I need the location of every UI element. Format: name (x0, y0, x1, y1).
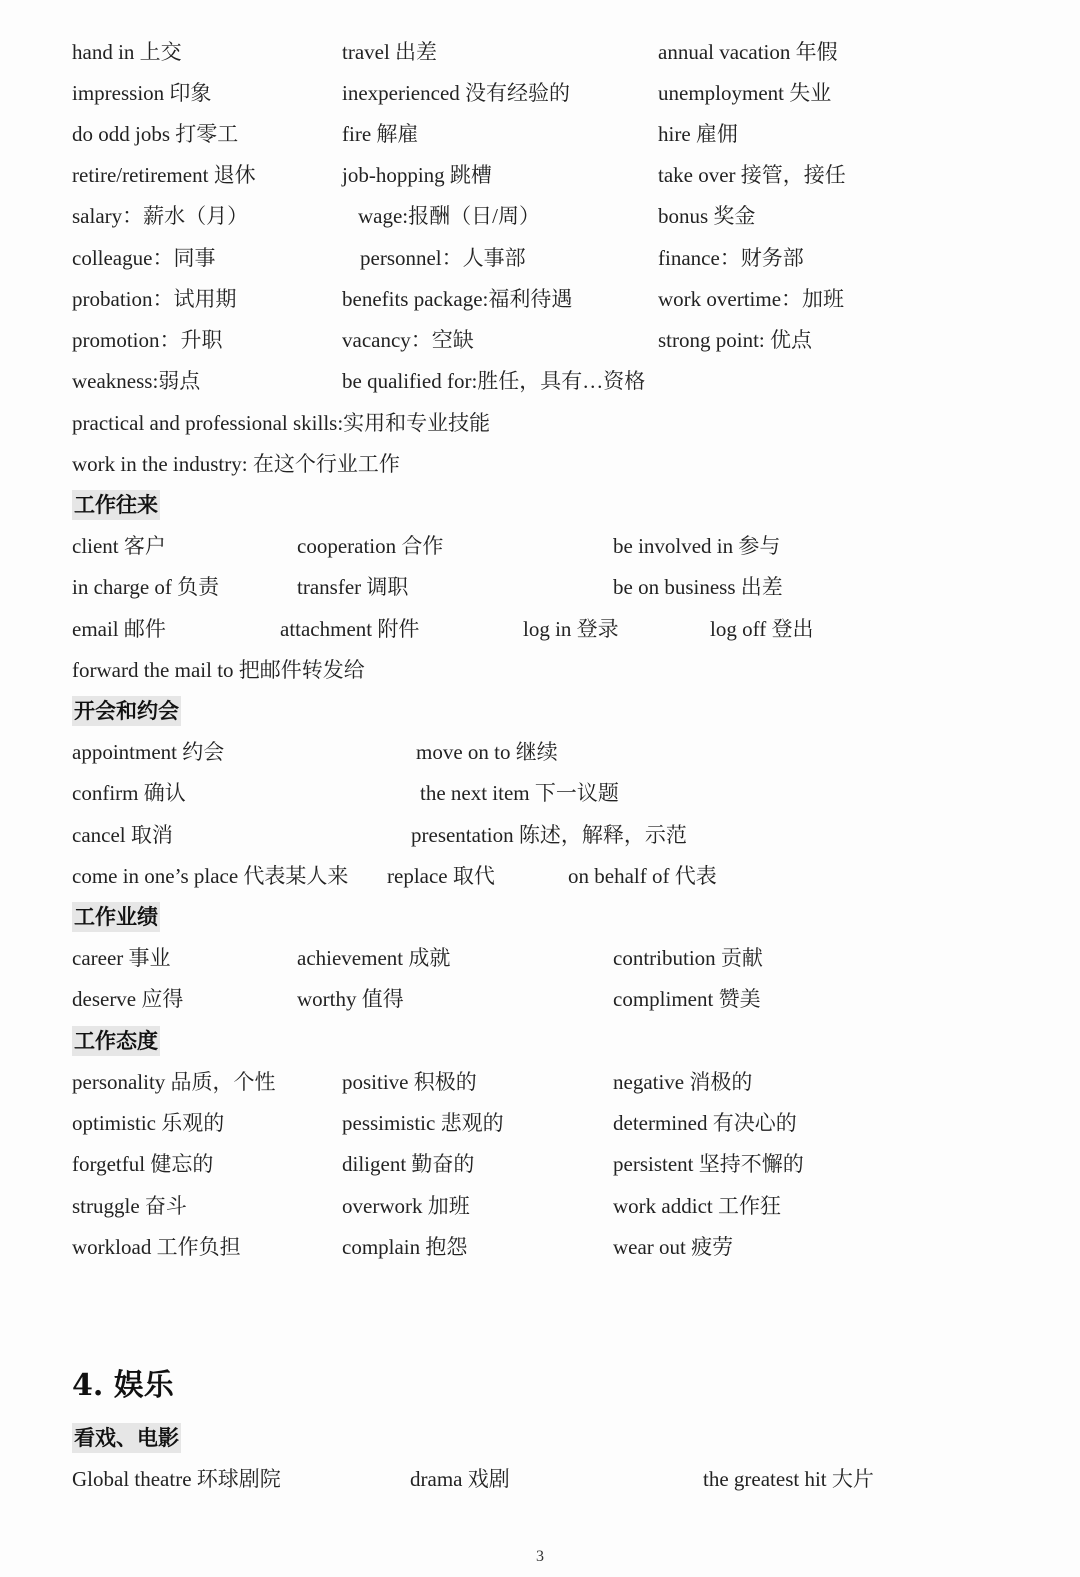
vocab-entry: impression 印象 (72, 81, 212, 105)
vocab-entry: take over 接管，接任 (658, 163, 846, 187)
vocab-entry: determined 有决心的 (613, 1111, 797, 1135)
page-number: 3 (536, 1548, 544, 1565)
vocab-entry: be on business 出差 (613, 575, 783, 599)
vocab-entry: annual vacation 年假 (658, 40, 838, 64)
vocab-entry: complain 抱怨 (342, 1235, 468, 1259)
section-title: 4. 娱乐 (72, 1368, 174, 1403)
vocab-entry: come in one’s place 代表某人来 (72, 864, 349, 888)
vocab-row (0, 281, 1080, 317)
vocab-entry: work addict 工作狂 (613, 1194, 781, 1218)
vocab-row (0, 405, 1080, 441)
vocab-entry: log off 登出 (710, 617, 814, 641)
vocab-entry: drama 戏剧 (410, 1467, 510, 1491)
vocab-entry: bonus 奖金 (658, 204, 756, 228)
vocab-entry: client 客户 (72, 534, 166, 558)
vocab-entry: job-hopping 跳槽 (342, 163, 492, 187)
vocab-row (0, 116, 1080, 152)
vocab-entry: wage:报酬（日/周） (358, 204, 540, 228)
vocab-entry: confirm 确认 (72, 781, 186, 805)
vocab-entry: practical and professional skills:实用和专业技能 (72, 411, 491, 435)
vocab-row (0, 569, 1080, 605)
vocab-row (0, 528, 1080, 564)
vocab-entry: positive 积极的 (342, 1070, 477, 1094)
vocab-entry: salary：薪水（月） (72, 204, 249, 228)
vocab-row (0, 611, 1080, 647)
vocab-entry: unemployment 失业 (658, 81, 832, 105)
vocab-entry: inexperienced 没有经验的 (342, 81, 571, 105)
vocab-row (0, 198, 1080, 234)
vocab-entry: optimistic 乐观的 (72, 1111, 225, 1135)
vocab-entry: finance：财务部 (658, 246, 804, 270)
vocab-entry: work overtime：加班 (658, 287, 845, 311)
vocab-row (0, 775, 1080, 811)
vocab-entry: on behalf of 代表 (568, 864, 717, 888)
vocab-entry: personnel：人事部 (360, 246, 526, 270)
vocab-entry: probation：试用期 (72, 287, 237, 311)
vocab-entry: achievement 成就 (297, 946, 451, 970)
vocab-entry: log in 登录 (523, 617, 619, 641)
vocab-entry: deserve 应得 (72, 987, 184, 1011)
section-heading: 工作态度 (72, 1026, 160, 1056)
vocab-entry: be qualified for:胜任，具有…资格 (342, 369, 646, 393)
vocab-row (0, 75, 1080, 111)
vocab-entry: do odd jobs 打零工 (72, 122, 239, 146)
vocab-row (0, 1229, 1080, 1265)
vocab-row (0, 240, 1080, 276)
vocab-entry: replace 取代 (387, 864, 495, 888)
vocab-row (0, 363, 1080, 399)
vocab-entry: weakness:弱点 (72, 369, 201, 393)
section-heading: 工作业绩 (72, 902, 160, 932)
vocab-entry: persistent 坚持不懈的 (613, 1152, 804, 1176)
vocab-row (0, 322, 1080, 358)
vocab-entry: work in the industry: 在这个行业工作 (72, 452, 400, 476)
vocab-entry: struggle 奋斗 (72, 1194, 187, 1218)
vocab-entry: be involved in 参与 (613, 534, 781, 558)
vocab-entry: move on to 继续 (416, 740, 558, 764)
vocab-entry: pessimistic 悲观的 (342, 1111, 504, 1135)
vocab-entry: appointment 约会 (72, 740, 225, 764)
vocab-row (0, 817, 1080, 853)
vocab-row (0, 1105, 1080, 1141)
vocab-entry: fire 解雇 (342, 122, 419, 146)
section-heading: 开会和约会 (72, 696, 181, 726)
vocab-entry: transfer 调职 (297, 575, 409, 599)
vocab-row (0, 1188, 1080, 1224)
vocab-entry: retire/retirement 退休 (72, 163, 256, 187)
vocab-entry: promotion：升职 (72, 328, 223, 352)
vocab-entry: hire 雇佣 (658, 122, 738, 146)
vocab-entry: cooperation 合作 (297, 534, 444, 558)
vocab-row (0, 652, 1080, 688)
vocab-row (0, 734, 1080, 770)
vocab-entry: Global theatre 环球剧院 (72, 1467, 281, 1491)
section-heading: 工作往来 (72, 490, 160, 520)
vocab-entry: career 事业 (72, 946, 171, 970)
vocab-row (0, 940, 1080, 976)
vocab-entry: diligent 勤奋的 (342, 1152, 475, 1176)
vocab-entry: vacancy：空缺 (342, 328, 474, 352)
vocab-entry: forgetful 健忘的 (72, 1152, 214, 1176)
vocab-entry: overwork 加班 (342, 1194, 470, 1218)
vocab-entry: forward the mail to 把邮件转发给 (72, 658, 365, 682)
vocab-entry: email 邮件 (72, 617, 166, 641)
vocab-entry: presentation 陈述，解释，示范 (411, 823, 687, 847)
vocab-row (0, 157, 1080, 193)
section-heading: 看戏、电影 (72, 1423, 181, 1453)
vocab-entry: attachment 附件 (280, 617, 420, 641)
vocab-entry: compliment 赞美 (613, 987, 761, 1011)
vocab-entry: contribution 贡献 (613, 946, 763, 970)
vocab-entry: wear out 疲劳 (613, 1235, 734, 1259)
vocab-entry: colleague：同事 (72, 246, 216, 270)
vocab-row (0, 1461, 1080, 1497)
vocab-entry: cancel 取消 (72, 823, 173, 847)
vocab-row (0, 34, 1080, 70)
vocab-entry: hand in 上交 (72, 40, 182, 64)
vocab-entry: in charge of 负责 (72, 575, 220, 599)
vocab-entry: the greatest hit 大片 (703, 1467, 874, 1491)
vocab-row (0, 1146, 1080, 1182)
vocab-entry: negative 消极的 (613, 1070, 753, 1094)
vocab-row (0, 981, 1080, 1017)
vocab-row (0, 446, 1080, 482)
vocab-entry: strong point: 优点 (658, 328, 813, 352)
vocab-entry: worthy 值得 (297, 987, 404, 1011)
vocab-row (0, 858, 1080, 894)
vocab-row (0, 1064, 1080, 1100)
vocab-entry: travel 出差 (342, 40, 438, 64)
vocab-entry: personality 品质，个性 (72, 1070, 276, 1094)
vocab-entry: workload 工作负担 (72, 1235, 241, 1259)
vocab-entry: benefits package:福利待遇 (342, 287, 573, 311)
vocab-entry: the next item 下一议题 (420, 781, 619, 805)
